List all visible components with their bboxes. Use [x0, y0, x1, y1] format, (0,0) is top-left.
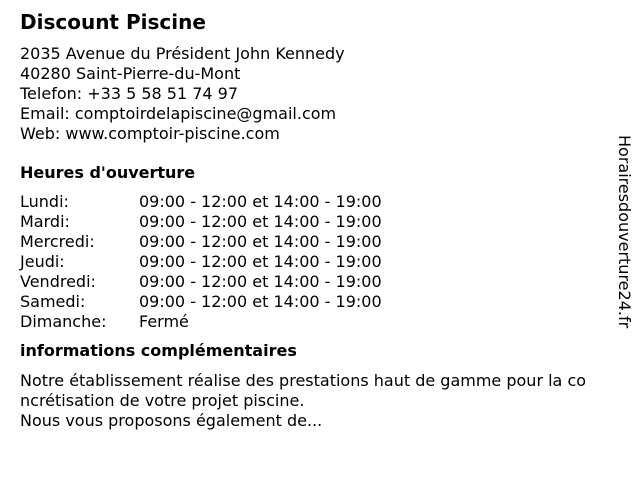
address-line-2: 40280 Saint-Pierre-du-Mont [20, 64, 241, 83]
hours-time: 09:00 - 12:00 et 14:00 - 19:00 [139, 212, 382, 231]
hours-heading: Heures d'ouverture [20, 163, 196, 182]
info-description [20, 371, 630, 431]
hours-day: Lundi: [20, 192, 69, 211]
info-line: Nous vous proposons également de... [20, 411, 323, 430]
hours-day: Vendredi: [20, 272, 96, 291]
phone-line: Telefon: +33 5 58 51 74 97 [20, 84, 239, 103]
business-name: Discount Piscine [20, 10, 206, 34]
info-line: ncrétisation de votre projet piscine. [20, 391, 305, 410]
hours-time: 09:00 - 12:00 et 14:00 - 19:00 [139, 272, 382, 291]
hours-table [20, 192, 620, 332]
hours-day: Jeudi: [20, 252, 65, 271]
address-line-1: 2035 Avenue du Président John Kennedy [20, 44, 345, 63]
hours-time: 09:00 - 12:00 et 14:00 - 19:00 [139, 192, 382, 211]
hours-time: 09:00 - 12:00 et 14:00 - 19:00 [139, 232, 382, 251]
hours-row [20, 192, 620, 212]
web-line: Web: www.comptoir-piscine.com [20, 124, 280, 143]
hours-row [20, 272, 620, 292]
hours-day: Mercredi: [20, 232, 95, 251]
hours-time: 09:00 - 12:00 et 14:00 - 19:00 [139, 252, 382, 271]
hours-row [20, 292, 620, 312]
hours-day: Mardi: [20, 212, 70, 231]
hours-day: Dimanche: [20, 312, 107, 331]
info-line: Notre établissement réalise des prestations haut de gamme pour la co [20, 371, 587, 390]
info-heading: informations complémentaires [20, 341, 297, 360]
hours-row [20, 312, 620, 332]
hours-row [20, 252, 620, 272]
email-line: Email: comptoirdelapiscine@gmail.com [20, 104, 337, 123]
hours-time: Fermé [139, 312, 189, 331]
site-watermark: Horairesdouverture24.fr [615, 135, 634, 329]
hours-time: 09:00 - 12:00 et 14:00 - 19:00 [139, 292, 382, 311]
hours-day: Samedi: [20, 292, 86, 311]
hours-row [20, 232, 620, 252]
hours-row [20, 212, 620, 232]
business-card [20, 8, 620, 431]
